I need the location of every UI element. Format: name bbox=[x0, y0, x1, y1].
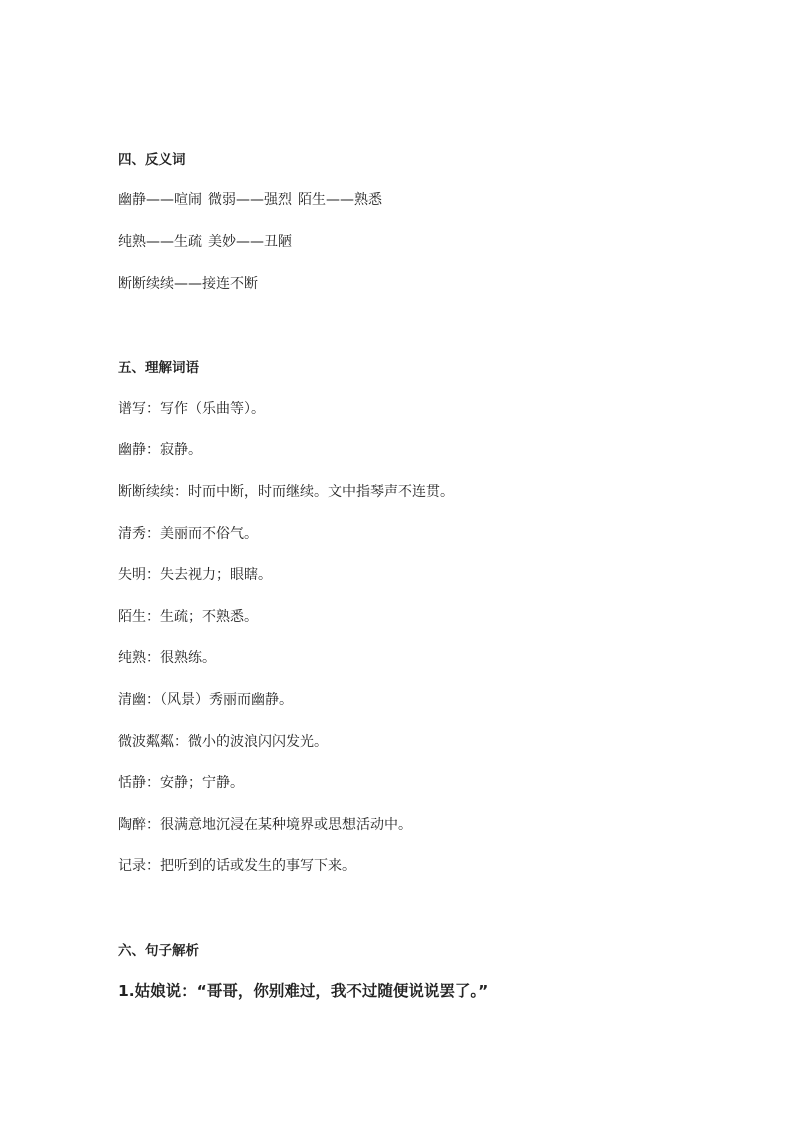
antonym-pair: 纯熟——生疏 bbox=[118, 234, 202, 250]
antonym-row bbox=[118, 233, 292, 251]
vocabulary-item: 纯熟：很熟练。 bbox=[118, 650, 216, 666]
vocabulary-item: 清秀：美丽而不俗气。 bbox=[118, 526, 258, 542]
section-heading-sentences: 六、句子解析 bbox=[118, 943, 199, 959]
vocabulary-item: 微波粼粼：微小的波浪闪闪发光。 bbox=[118, 734, 328, 750]
antonym-pair: 断断续续——接连不断 bbox=[118, 276, 258, 292]
antonym-row bbox=[118, 191, 382, 209]
vocabulary-item: 陌生：生疏；不熟悉。 bbox=[118, 609, 258, 625]
antonym-row bbox=[118, 275, 258, 293]
section-heading-antonyms: 四、反义词 bbox=[118, 152, 186, 168]
antonym-pair: 陌生——熟悉 bbox=[298, 192, 382, 208]
antonym-pair: 微弱——强烈 bbox=[208, 192, 292, 208]
vocabulary-item: 恬静：安静；宁静。 bbox=[118, 775, 244, 791]
antonym-pair: 美妙——丑陋 bbox=[208, 234, 292, 250]
vocabulary-item: 清幽：（风景）秀丽而幽静。 bbox=[118, 692, 293, 708]
vocabulary-item: 断断续续：时而中断，时而继续。文中指琴声不连贯。 bbox=[118, 484, 454, 500]
vocabulary-item: 记录：把听到的话或发生的事写下来。 bbox=[118, 858, 356, 874]
vocabulary-item: 谱写：写作（乐曲等）。 bbox=[118, 401, 265, 417]
vocabulary-item: 陶醉：很满意地沉浸在某种境界或思想活动中。 bbox=[118, 817, 412, 833]
antonym-pair: 幽静——喧闹 bbox=[118, 192, 202, 208]
vocabulary-item: 幽静：寂静。 bbox=[118, 442, 202, 458]
vocabulary-item: 失明：失去视力；眼瞎。 bbox=[118, 567, 272, 583]
section-heading-vocabulary: 五、理解词语 bbox=[118, 360, 199, 376]
sentence-item: 1.姑娘说：“哥哥，你别难过，我不过随便说说罢了。” bbox=[118, 982, 489, 1000]
